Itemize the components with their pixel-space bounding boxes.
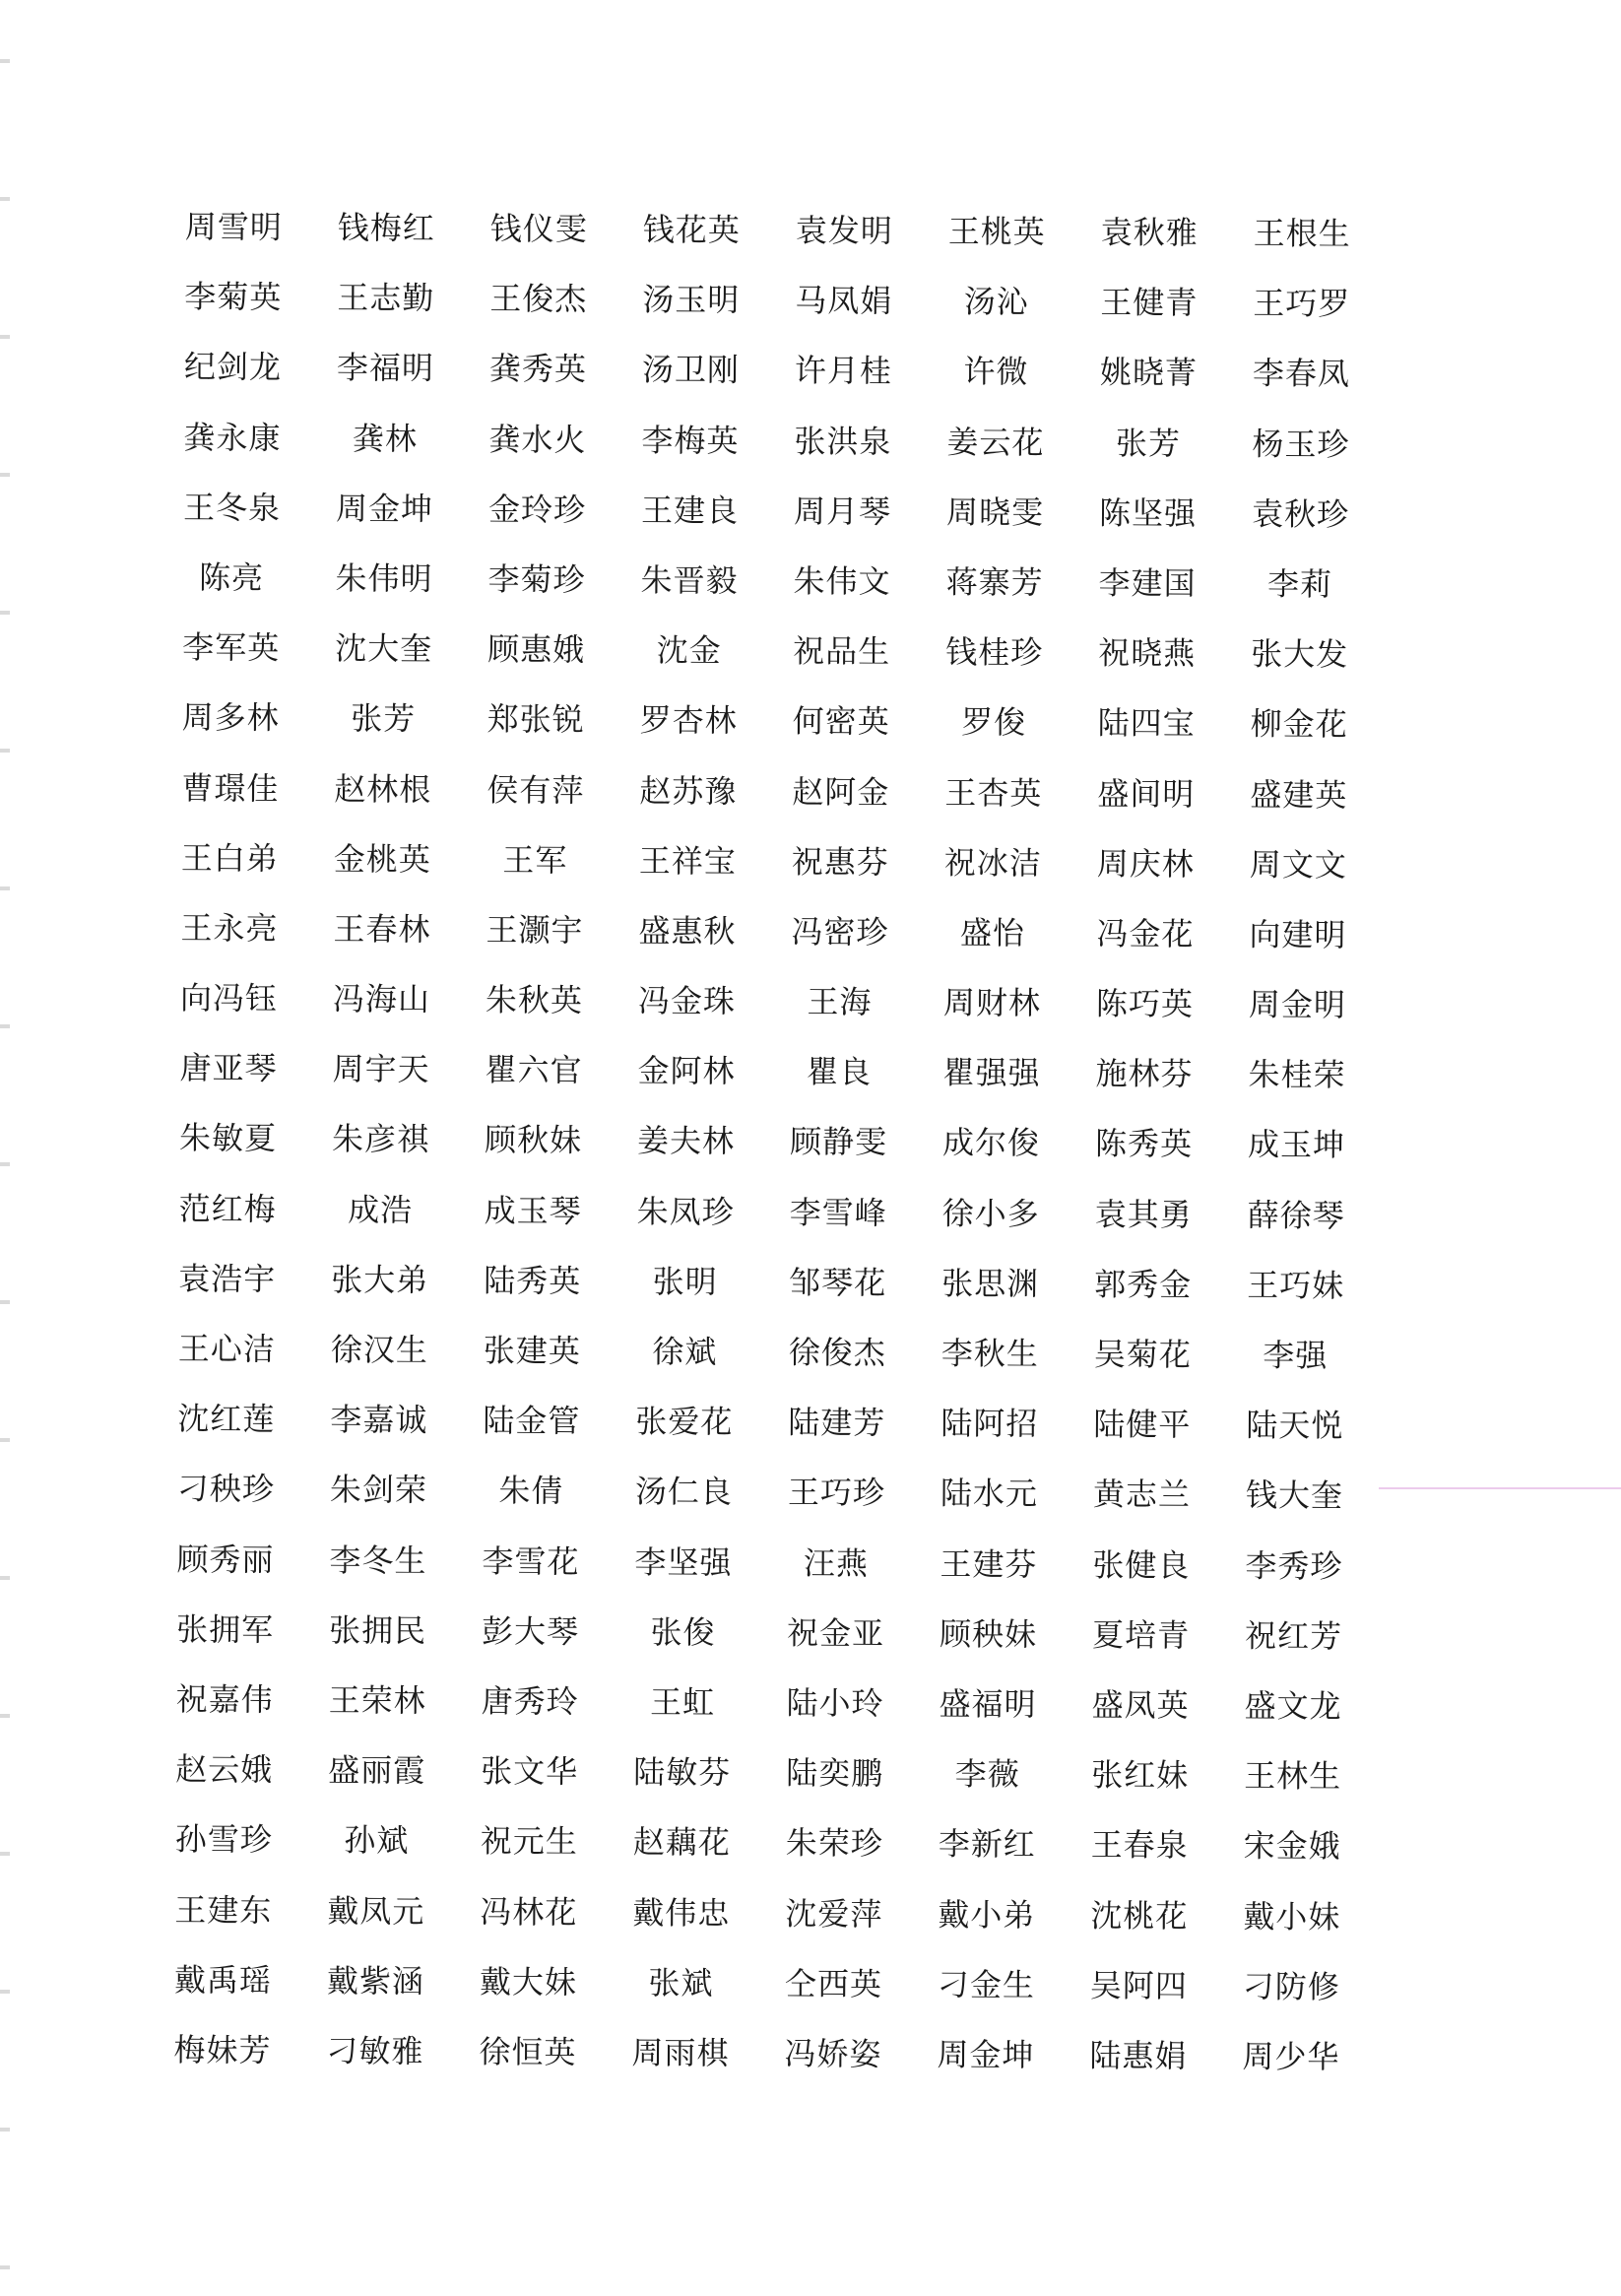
name-cell: 姜云花 [946,423,1045,462]
name-cell: 张大发 [1251,634,1349,674]
name-cell: 张红妹 [1091,1755,1190,1795]
name-cell: 张斌 [648,1963,714,2002]
name-cell: 顾静雯 [789,1123,888,1161]
name-cell: 李坚强 [634,1542,733,1582]
name-list-grid [146,192,1379,2093]
name-cell: 瞿六官 [485,1051,583,1089]
name-cell: 刁敏雅 [326,2031,424,2070]
name-cell: 朱凤珍 [636,1192,735,1231]
name-cell: 祝品生 [793,632,891,671]
name-cell: 张拥军 [175,1609,275,1649]
name-cell: 戴小弟 [938,1895,1036,1934]
name-cell: 张拥民 [328,1610,427,1650]
name-cell: 朱伟文 [793,561,891,601]
name-cell: 李秀珍 [1245,1546,1343,1585]
name-cell: 周文文 [1249,845,1347,885]
name-cell: 陆四宝 [1097,704,1196,743]
name-cell: 汤仁良 [634,1473,734,1511]
name-cell: 刁金生 [937,1965,1036,2004]
name-cell: 冯金珠 [637,982,737,1020]
name-cell: 盛福明 [939,1684,1037,1724]
name-cell: 陆奕鹏 [786,1754,884,1793]
name-cell: 王白弟 [180,838,279,878]
name-cell: 向冯钰 [179,979,279,1017]
name-cell: 李福明 [336,349,435,388]
name-cell: 杨玉珍 [1252,425,1350,463]
name-cell: 赵林根 [334,769,432,809]
name-cell: 李雪峰 [789,1193,887,1232]
name-cell: 周庆林 [1096,844,1195,884]
name-cell: 黄志兰 [1092,1476,1192,1514]
name-cell: 薛徐琴 [1247,1196,1345,1235]
name-cell: 柳金花 [1250,705,1348,744]
name-cell: 钱梅红 [337,209,435,247]
name-cell: 刁防修 [1242,1967,1341,2006]
name-cell: 陆小玲 [786,1683,884,1723]
name-cell: 袁其勇 [1094,1195,1193,1234]
name-cell: 成浩 [348,1190,414,1229]
name-cell: 陈巧英 [1095,984,1195,1023]
name-cell: 顾秀丽 [176,1540,275,1579]
name-cell: 陆敏芬 [633,1753,732,1792]
name-cell: 袁浩宇 [178,1259,277,1298]
name-cell: 周金坤 [335,489,434,528]
name-cell: 祝嘉伟 [175,1680,274,1719]
name-cell: 张洪泉 [794,422,892,461]
name-cell: 沈大奎 [335,629,433,668]
name-cell: 赵云娥 [175,1750,274,1789]
name-cell: 郭秀金 [1094,1265,1193,1304]
name-cell: 张芳 [351,699,417,738]
name-cell: 冯林花 [480,1892,578,1932]
name-cell: 蒋寨芳 [945,562,1044,602]
name-cell: 王永亮 [180,909,279,948]
name-cell: 张建英 [483,1332,581,1370]
name-cell: 王根生 [1253,214,1351,253]
name-cell: 赵苏豫 [639,771,738,811]
name-cell: 王林生 [1244,1756,1342,1796]
name-cell: 祝晓燕 [1098,633,1197,673]
name-cell: 王桃英 [947,212,1046,251]
name-cell: 王建良 [640,491,740,530]
name-cell: 成玉琴 [484,1191,582,1230]
name-cell: 范红梅 [178,1189,277,1228]
name-cell: 夏培青 [1091,1615,1191,1655]
name-cell: 许月桂 [794,352,893,390]
name-cell: 曹璟佳 [181,768,280,808]
name-cell: 徐斌 [652,1333,718,1371]
name-cell: 龚秀英 [488,350,588,389]
name-cell: 郑张锐 [486,700,585,739]
name-cell: 徐汉生 [330,1331,428,1369]
name-cell: 朱伟明 [335,559,433,598]
name-cell: 王俊杰 [489,280,588,318]
scan-edge-artifact [0,0,10,2296]
name-cell: 瞿良 [806,1053,873,1091]
name-cell: 张明 [652,1262,718,1301]
name-cell: 钱仪雯 [489,210,588,248]
name-cell: 朱敏夏 [179,1119,278,1158]
name-cell: 邹琴花 [789,1263,887,1302]
name-cell: 戴大妹 [479,1962,578,2001]
name-cell: 龚水火 [488,420,587,459]
name-cell: 张大弟 [331,1260,429,1299]
name-cell: 戴禹瑶 [173,1960,273,2000]
name-cell: 陆建芳 [788,1404,886,1442]
name-cell: 陆金管 [483,1402,581,1440]
name-cell: 陈亮 [198,558,265,597]
name-cell: 朱倩 [498,1472,564,1510]
name-cell: 周金坤 [937,2035,1035,2074]
name-cell: 李菊珍 [487,559,586,599]
name-cell: 袁秋珍 [1251,494,1350,534]
name-cell: 王虹 [650,1683,716,1722]
name-cell: 钱桂珍 [945,633,1044,672]
name-cell: 许微 [963,353,1029,391]
name-cell: 王健青 [1100,284,1199,322]
name-cell: 盛建英 [1250,775,1348,814]
name-cell: 陈坚强 [1098,493,1198,533]
name-cell: 罗杏林 [639,701,738,740]
name-cell: 沈金 [656,631,722,670]
name-cell: 瞿强强 [942,1054,1041,1092]
name-cell: 周少华 [1242,2037,1340,2076]
name-cell: 朱剑荣 [329,1471,428,1510]
name-cell: 周金明 [1248,985,1347,1024]
name-cell: 顾秧妹 [939,1614,1038,1654]
name-cell: 盛凤英 [1091,1685,1190,1725]
name-cell: 李军英 [182,628,281,667]
name-cell: 周月琴 [793,492,892,531]
name-cell: 汤沁 [963,283,1029,321]
name-cell: 王心洁 [177,1330,276,1368]
name-cell: 金玲珍 [487,490,587,529]
name-cell: 冯娇姿 [784,2034,882,2073]
name-cell: 梅妹芳 [173,2031,272,2069]
name-cell: 陆惠娟 [1089,2036,1188,2075]
name-cell: 纪剑龙 [183,348,283,387]
name-cell: 戴紫涵 [326,1961,425,2001]
name-cell: 王春泉 [1090,1826,1189,1865]
name-cell: 陆秀英 [484,1261,582,1300]
name-cell: 李建国 [1098,563,1197,603]
name-cell: 祝惠芬 [791,842,889,882]
name-cell: 陆水元 [940,1475,1039,1513]
name-cell: 王冬泉 [182,488,282,527]
name-cell: 李薇 [954,1755,1020,1794]
name-cell: 沈桃花 [1090,1896,1189,1935]
name-cell: 陈秀英 [1094,1125,1194,1163]
name-cell: 朱彦祺 [331,1120,430,1159]
name-cell: 朱桂荣 [1248,1056,1346,1094]
name-cell: 盛丽霞 [328,1751,426,1790]
name-cell: 冯密珍 [791,912,889,951]
name-cell: 赵藕花 [632,1823,731,1862]
name-cell: 施林芬 [1095,1055,1194,1093]
name-cell: 罗俊 [961,703,1027,742]
name-cell: 朱荣珍 [785,1824,883,1863]
name-cell: 周晓雯 [945,492,1045,532]
name-cell: 唐亚琴 [179,1049,278,1088]
name-cell: 王志勤 [337,279,435,317]
name-cell: 冯金花 [1096,914,1195,953]
name-cell: 冯海山 [332,980,431,1018]
name-cell: 陆健平 [1093,1406,1192,1444]
name-cell: 唐秀玲 [481,1681,579,1721]
name-cell: 王杏英 [944,773,1043,812]
name-cell: 顾惠娥 [487,630,586,669]
name-cell: 汪燕 [803,1543,870,1582]
name-cell: 沈红莲 [177,1400,276,1438]
name-cell: 孙雪珍 [174,1820,273,1860]
name-cell: 李春凤 [1252,355,1351,393]
name-cell: 盛文龙 [1244,1686,1342,1726]
name-cell: 朱秋英 [485,981,584,1019]
name-cell: 成玉坤 [1247,1126,1346,1164]
name-cell: 李冬生 [329,1541,427,1580]
name-cell: 戴凤元 [327,1891,425,1931]
name-cell: 金桃英 [333,839,431,879]
name-cell: 王建东 [174,1890,273,1930]
name-cell: 侯有萍 [486,770,585,810]
name-cell: 陆阿招 [940,1405,1039,1443]
name-cell: 徐小多 [941,1194,1040,1233]
name-cell: 李新红 [938,1825,1036,1864]
name-cell: 王巧妹 [1247,1266,1345,1305]
name-cell: 宋金娥 [1243,1827,1341,1866]
name-cell: 顾秋妹 [484,1121,583,1160]
name-cell: 周雨棋 [631,2033,730,2072]
name-cell: 何密英 [792,702,890,741]
name-cell: 周财林 [942,983,1042,1022]
name-cell: 向建明 [1249,915,1347,954]
name-cell: 孙斌 [344,1821,410,1860]
name-cell: 王祥宝 [638,841,737,881]
name-cell: 马凤娟 [795,282,893,320]
name-cell: 周宇天 [332,1050,430,1088]
name-cell: 祝冰洁 [943,843,1042,883]
name-cell: 张健良 [1092,1545,1191,1584]
name-cell: 汤玉明 [642,281,741,319]
name-cell: 盛惠秋 [638,911,737,951]
name-cell: 祝红芳 [1244,1616,1343,1656]
name-cell: 袁秋雅 [1100,213,1199,252]
name-cell: 李强 [1263,1336,1329,1375]
name-cell: 祝元生 [480,1822,578,1861]
name-cell: 张俊 [650,1612,716,1652]
name-cell: 李莉 [1266,564,1333,604]
name-cell: 姜夫林 [636,1122,736,1161]
name-cell: 张爱花 [635,1403,734,1441]
name-cell: 吴菊花 [1093,1335,1192,1374]
name-cell: 王巧罗 [1253,284,1351,323]
name-cell: 仝西英 [784,1964,883,2003]
name-cell: 王建芬 [940,1544,1038,1584]
name-cell: 祝金亚 [786,1613,885,1653]
name-cell: 周雪明 [184,208,283,246]
name-cell: 刁秧珍 [176,1470,276,1509]
name-cell: 姚晓菁 [1099,354,1199,392]
name-cell: 戴伟忠 [632,1893,731,1933]
name-cell: 周多林 [181,698,280,738]
name-cell: 王海 [807,983,873,1021]
name-cell: 李秋生 [940,1334,1039,1373]
name-cell: 李菊英 [184,278,283,316]
name-cell: 盛间明 [1097,774,1196,813]
name-cell: 王荣林 [328,1681,426,1720]
name-cell: 赵阿金 [792,772,890,812]
name-cell: 张思渊 [941,1264,1040,1303]
name-cell: 彭大琴 [481,1611,580,1651]
name-cell: 张芳 [1115,424,1182,462]
name-cell: 王灏宇 [486,910,584,950]
name-cell: 戴小妹 [1243,1897,1341,1935]
name-cell: 李梅英 [641,421,740,460]
scan-line-artifact [1379,1487,1621,1489]
name-cell: 成尔俊 [941,1124,1041,1162]
name-cell: 王春林 [333,909,431,949]
name-cell: 李嘉诚 [330,1401,428,1439]
name-cell: 沈爱萍 [785,1894,883,1934]
name-cell: 王军 [502,840,568,880]
name-cell: 张文华 [481,1752,579,1791]
name-cell: 袁发明 [795,211,893,250]
name-cell: 钱大奎 [1245,1476,1344,1515]
name-cell: 徐俊杰 [788,1333,886,1372]
name-cell: 龚林 [352,419,419,458]
name-cell: 吴阿四 [1089,1966,1189,2005]
name-cell: 徐恒英 [479,2032,577,2071]
name-cell: 汤卫刚 [641,351,741,389]
name-cell: 王巧珍 [787,1474,886,1512]
name-cell: 金阿林 [637,1052,736,1090]
name-cell: 龚永康 [183,418,282,457]
name-cell: 钱花英 [642,211,741,249]
name-cell: 朱晋毅 [640,560,739,600]
name-cell: 陆天悦 [1246,1406,1344,1445]
name-cell: 李雪花 [482,1542,580,1581]
name-cell: 盛怡 [959,913,1026,952]
